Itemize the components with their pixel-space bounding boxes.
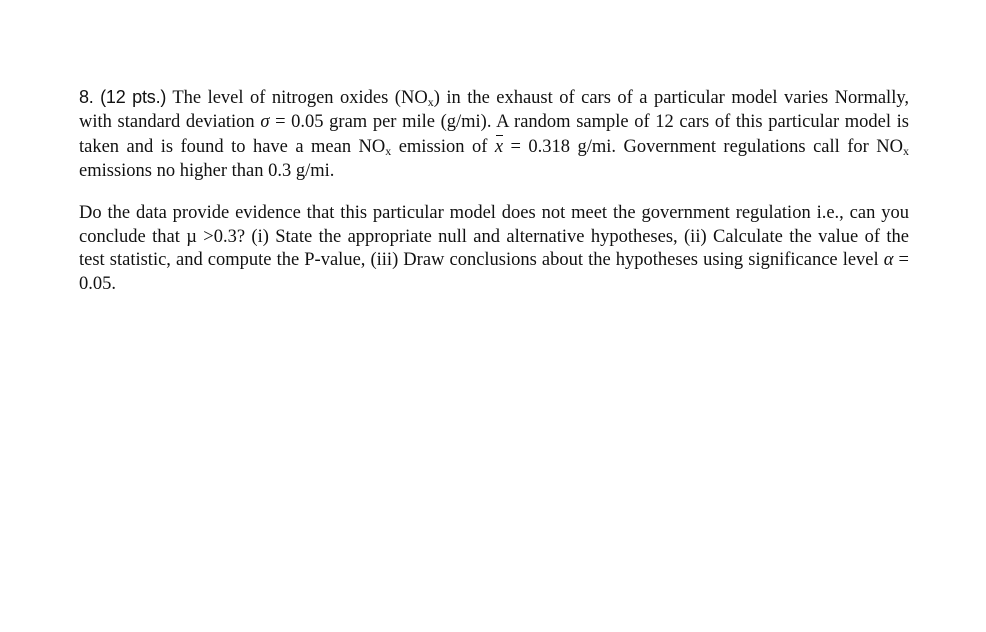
statement-text: = 0.318 g/mi. Government regulations call for NO [503,137,903,157]
statement-text: = 0.05 gram per mile (g/mi). A random sample of 12 cars of this particular model is taken and is found to have a mean NO [79,111,909,157]
alpha-symbol: α [883,250,894,270]
problem-points: (12 pts.) [100,87,167,107]
statement-text: emissions no higher than 0.3 g/mi. [79,160,335,181]
problem-statement [79,86,909,183]
problem-number: 8. [79,87,94,107]
statement-text: The level of nitrogen oxides (NO [172,88,428,108]
sigma-symbol: σ [260,111,270,132]
problem-question [79,202,909,296]
statement-text: emission of [391,137,495,157]
question-text: Do the data provide evidence that this particular model does not meet the government regulation i.e., can you conclude that µ >0.3? (i) State the appropriate null and alternative hypotheses, (ii) Calculate the value of the test statistic, and compute the P-value, (iii) Draw conclusions about the hypotheses using significance level [79,203,909,270]
question-text: = 0.05. [79,250,909,294]
sample-mean-symbol: x [495,134,503,160]
subscript-x: x [385,144,392,158]
statement-text: ) in the exhaust of cars of a particular model varies Normally, with standard deviation [79,88,910,132]
problem-8 [79,86,909,296]
subscript-x: x [902,144,909,158]
subscript-x: x [427,95,434,109]
